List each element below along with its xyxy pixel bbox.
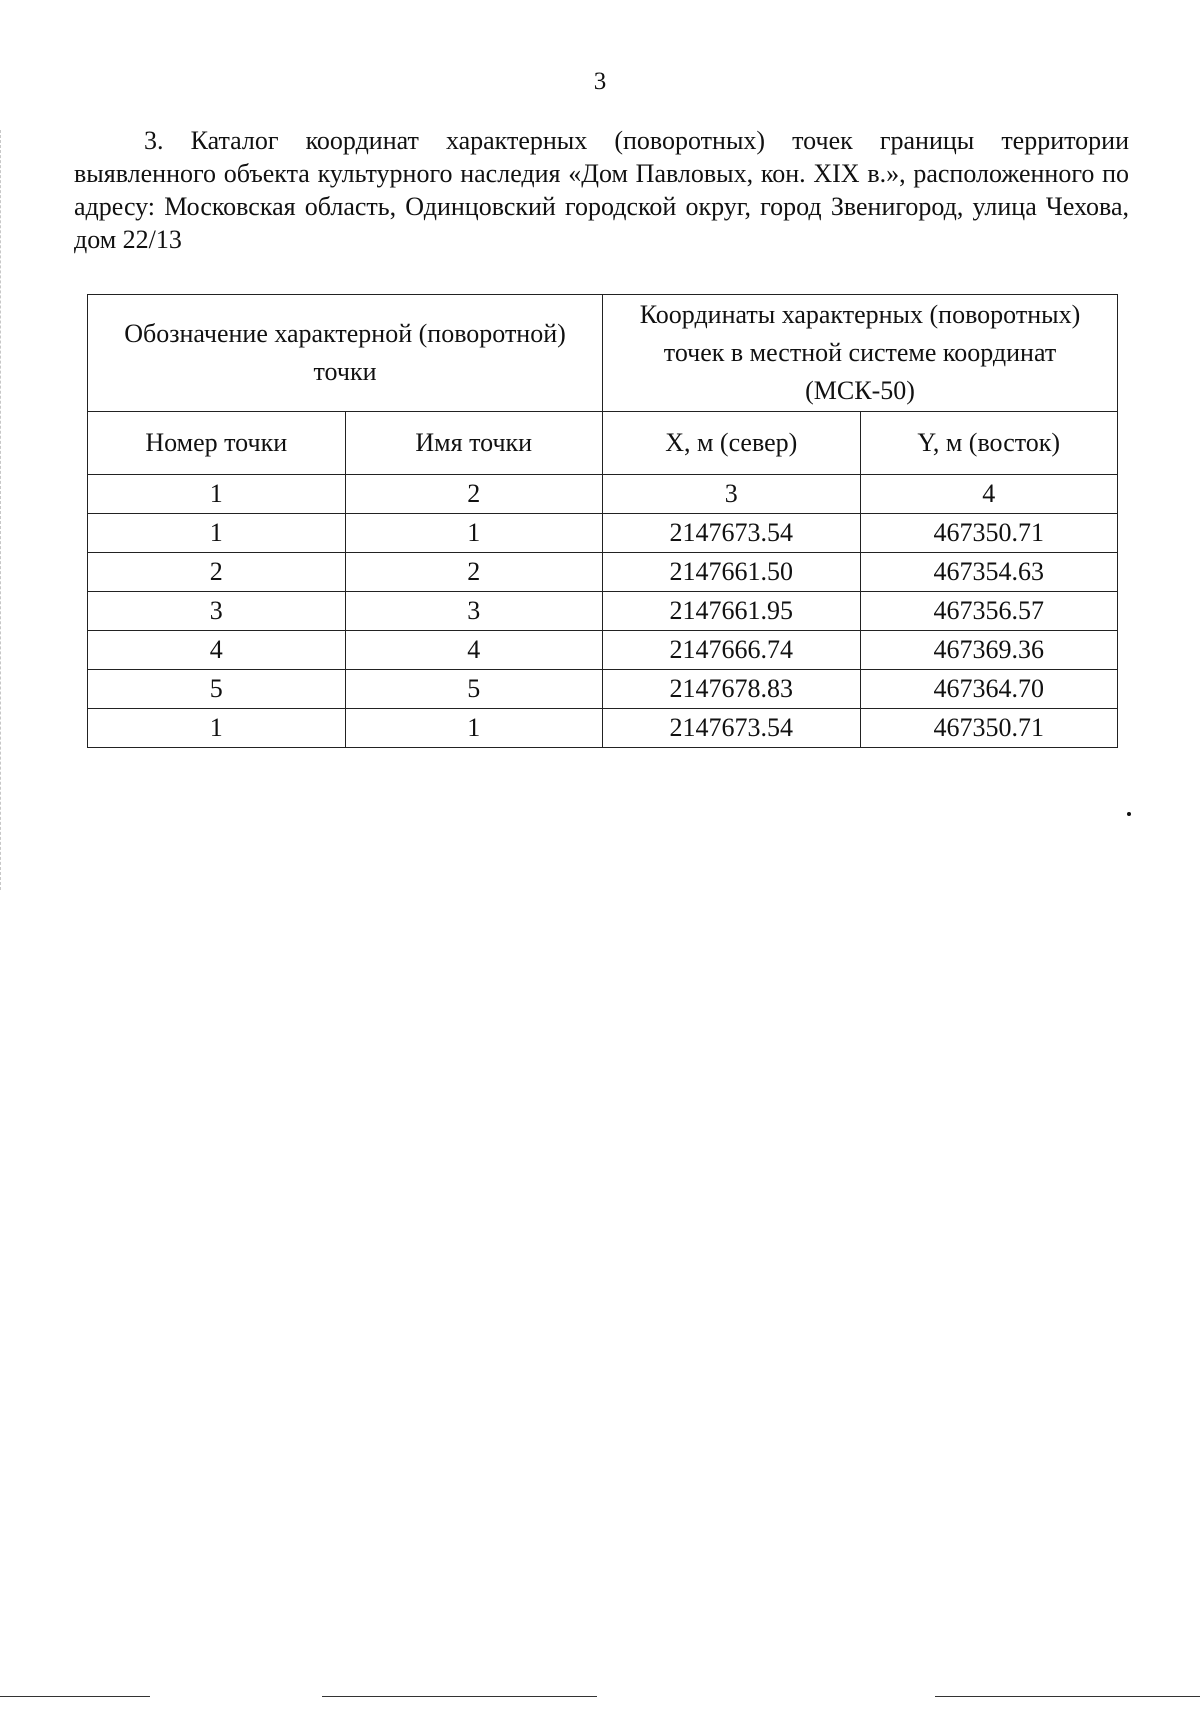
table-row <box>88 592 1118 631</box>
table-row <box>88 631 1118 670</box>
footer-rule-left <box>0 1696 150 1697</box>
point-name-cell: 3 <box>345 592 603 631</box>
column-header-y: Y, м (восток) <box>860 412 1118 475</box>
table-row <box>88 514 1118 553</box>
column-index: 2 <box>345 475 603 514</box>
point-name-cell: 2 <box>345 553 603 592</box>
x-coordinate-cell: 2147661.50 <box>603 553 861 592</box>
table-row <box>88 709 1118 748</box>
coordinates-table <box>87 294 1118 748</box>
x-coordinate-cell: 2147661.95 <box>603 592 861 631</box>
designation-header: Обозначение характерной (поворотной) точки <box>88 295 603 412</box>
x-coordinate-cell: 2147678.83 <box>603 670 861 709</box>
column-header-point-name: Имя точки <box>345 412 603 475</box>
point-name-cell: 4 <box>345 631 603 670</box>
x-coordinate-cell: 2147673.54 <box>603 514 861 553</box>
table-row <box>88 670 1118 709</box>
column-header-point-number: Номер точки <box>88 412 346 475</box>
x-coordinate-cell: 2147673.54 <box>603 709 861 748</box>
stray-dot-mark <box>1127 812 1131 816</box>
footer-rule-center <box>322 1696 597 1697</box>
column-index: 3 <box>603 475 861 514</box>
table-header-row <box>88 295 1118 412</box>
y-coordinate-cell: 467350.71 <box>860 514 1118 553</box>
column-index-row <box>88 475 1118 514</box>
y-coordinate-cell: 467354.63 <box>860 553 1118 592</box>
x-coordinate-cell: 2147666.74 <box>603 631 861 670</box>
point-name-cell: 1 <box>345 514 603 553</box>
point-number-cell: 3 <box>88 592 346 631</box>
point-name-cell: 1 <box>345 709 603 748</box>
point-number-cell: 5 <box>88 670 346 709</box>
scan-margin-mark <box>0 130 5 890</box>
table-subheader-row <box>88 412 1118 475</box>
point-number-cell: 1 <box>88 514 346 553</box>
point-number-cell: 2 <box>88 553 346 592</box>
coordinates-header: Координаты характерных (поворотных) точек в местной системе координат (МСК-50) <box>603 295 1118 412</box>
y-coordinate-cell: 467356.57 <box>860 592 1118 631</box>
point-name-cell: 5 <box>345 670 603 709</box>
column-header-x: X, м (север) <box>603 412 861 475</box>
intro-paragraph: 3. Каталог координат характерных (поворотных) точек границы территории выявленного объекта культурного наследия «Дом Павловых, кон. XIX в.», расположенного по адресу: Московская область, Одинцовский городской округ, город Звенигород, улица Чехова, дом 22/13 <box>74 126 1129 254</box>
y-coordinate-cell: 467350.71 <box>860 709 1118 748</box>
point-number-cell: 1 <box>88 709 346 748</box>
column-index: 4 <box>860 475 1118 514</box>
page-number: 3 <box>593 68 607 95</box>
y-coordinate-cell: 467369.36 <box>860 631 1118 670</box>
column-index: 1 <box>88 475 346 514</box>
y-coordinate-cell: 467364.70 <box>860 670 1118 709</box>
point-number-cell: 4 <box>88 631 346 670</box>
footer-rule-right <box>935 1696 1200 1697</box>
table-row <box>88 553 1118 592</box>
